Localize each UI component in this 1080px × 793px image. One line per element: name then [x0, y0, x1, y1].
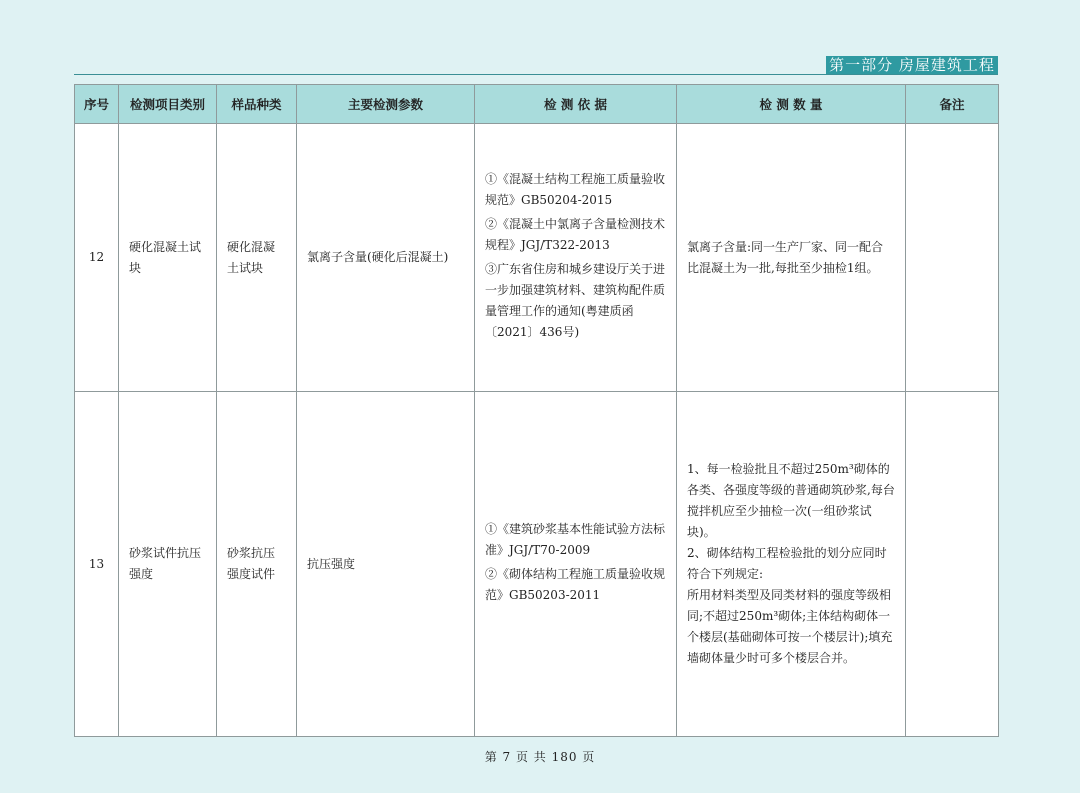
quantity-item: 2、砌体结构工程检验批的划分应同时符合下列规定:: [687, 546, 887, 581]
column-header-basis: 检 测 依 据: [475, 85, 677, 124]
table-header-row: [75, 85, 999, 124]
quantity-item: 1、每一检验批且不超过250m³砌体的各类、各强度等级的普通砌筑砂浆,每台搅拌机应至少抽检一次(一组砂浆试块)。: [687, 462, 895, 539]
column-header-quantity: 检 测 数 量: [677, 85, 906, 124]
row-params: 氯离子含量(硬化后混凝土): [297, 124, 475, 392]
row-sample: 硬化混凝土试块: [217, 124, 297, 392]
column-header-remark: 备注: [906, 85, 999, 124]
section-tag: 第一部分 房屋建筑工程: [826, 56, 998, 75]
basis-item: ③广东省住房和城乡建设厅关于进一步加强建筑材料、建筑构配件质量管理工作的通知(粤建质函〔2021〕436号): [485, 262, 666, 339]
row-remark: [906, 124, 999, 392]
row-index: 13: [75, 392, 119, 737]
row-category: 砂浆试件抗压强度: [119, 392, 217, 737]
row-basis: [475, 392, 677, 737]
column-header-index: 序号: [75, 85, 119, 124]
quantity-item: 氯离子含量:同一生产厂家、同一配合比混凝土为一批,每批至少抽检1组。: [687, 239, 884, 275]
table-row: [75, 392, 999, 737]
row-category: 硬化混凝土试块: [119, 124, 217, 392]
row-quantity: [677, 124, 906, 392]
basis-item: ①《建筑砂浆基本性能试验方法标准》JGJ/T70-2009: [485, 522, 666, 557]
table-row: [75, 124, 999, 392]
page-number: 第 7 页 共 180 页: [484, 750, 596, 764]
inspection-table: [74, 84, 999, 737]
row-params: 抗压强度: [297, 392, 475, 737]
row-sample: 砂浆抗压强度试件: [217, 392, 297, 737]
row-quantity: [677, 392, 906, 737]
quantity-item: 所用材料类型及同类材料的强度等级相同;不超过250m³砌体;主体结构砌体一个楼层(基础砌体可按一个楼层计);填充墙砌体量少时可多个楼层合并。: [687, 588, 893, 665]
column-header-params: 主要检测参数: [297, 85, 475, 124]
column-header-category: 检测项目类别: [119, 85, 217, 124]
header-rule: [74, 74, 998, 75]
row-remark: [906, 392, 999, 737]
basis-item: ②《砌体结构工程施工质量验收规范》GB50203-2011: [485, 567, 666, 602]
row-basis: [475, 124, 677, 392]
basis-item: ②《混凝土中氯离子含量检测技术规程》JGJ/T322-2013: [485, 217, 666, 252]
row-index: 12: [75, 124, 119, 392]
basis-item: ①《混凝土结构工程施工质量验收规范》GB50204-2015: [485, 172, 666, 207]
column-header-sample: 样品种类: [217, 85, 297, 124]
